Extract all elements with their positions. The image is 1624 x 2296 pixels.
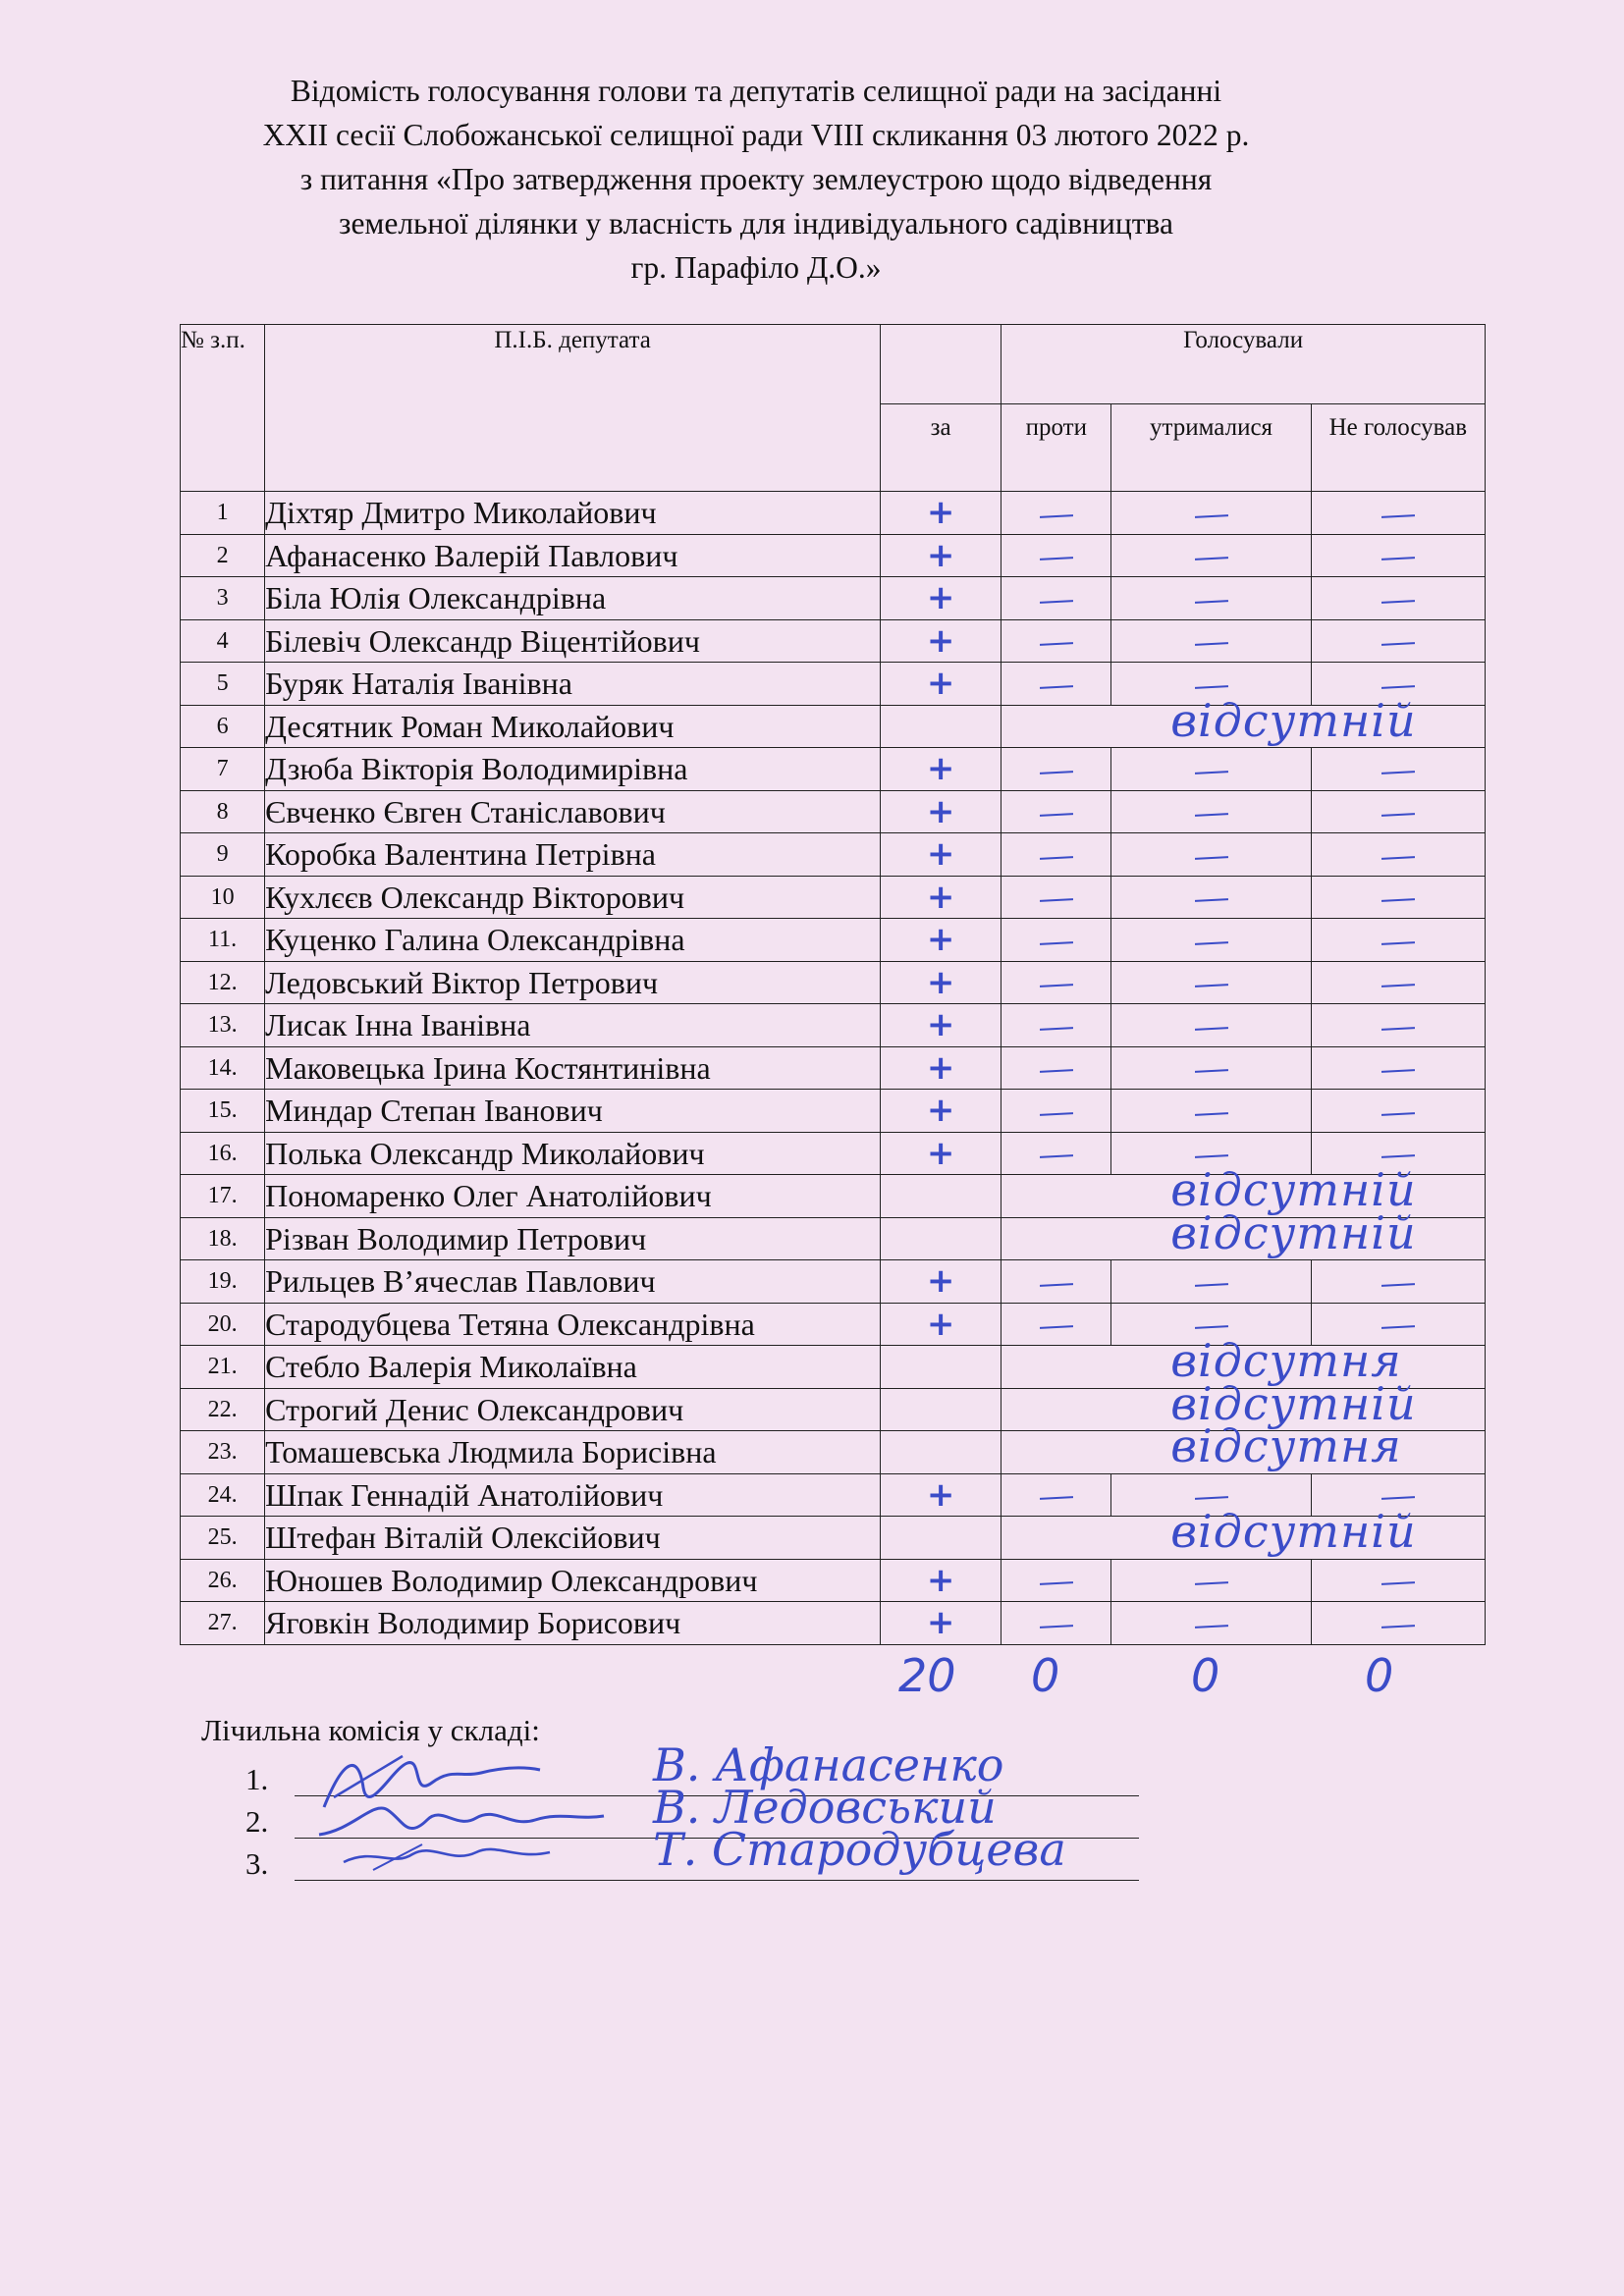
vote-cell-proty <box>1001 1303 1111 1346</box>
table-row <box>181 619 1486 663</box>
vote-cell-utrymalysia <box>1111 619 1311 663</box>
vote-mark-dash <box>1040 984 1073 988</box>
vote-mark-dash <box>1040 557 1073 561</box>
document-title <box>147 69 1365 290</box>
table-row <box>181 1602 1486 1645</box>
vote-mark-dash <box>1194 557 1227 561</box>
vote-mark-dash <box>1040 771 1073 774</box>
absent-cell <box>1001 1419 1486 1474</box>
row-number: 3 <box>181 577 265 620</box>
deputy-name: Рильцев В’ячеслав Павлович <box>265 1260 881 1304</box>
vote-mark-dash <box>1194 813 1227 817</box>
total-utrymalysia: 0 <box>1191 1649 1220 1702</box>
table-row <box>181 534 1486 577</box>
vote-cell-proty <box>1001 961 1111 1004</box>
vote-cell-utrymalysia <box>1111 833 1311 877</box>
vote-cell-ne-holosuvav <box>1311 1090 1485 1133</box>
vote-cell-utrymalysia <box>1111 919 1311 962</box>
row-number: 12. <box>181 961 265 1004</box>
vote-cell-utrymalysia <box>1111 790 1311 833</box>
member-number: 2. <box>245 1804 269 1839</box>
deputy-name: Лисак Інна Іванівна <box>265 1004 881 1047</box>
title-line-5: гр. Парафіло Д.О.» <box>630 250 882 285</box>
vote-mark-dash <box>1381 685 1415 689</box>
row-number: 22. <box>181 1388 265 1431</box>
vote-cell-za <box>881 1346 1001 1389</box>
vote-cell-ne-holosuvav <box>1311 1602 1485 1645</box>
deputy-name: Маковецька Ірина Костянтинівна <box>265 1046 881 1090</box>
total-za: 20 <box>898 1649 956 1702</box>
deputy-name: Діхтяр Дмитро Миколайович <box>265 492 881 535</box>
voting-table <box>180 324 1486 1645</box>
deputy-name: Юношев Володимир Олександрович <box>265 1559 881 1602</box>
vote-mark-dash <box>1040 856 1073 860</box>
deputy-name: Євченко Євген Станіславович <box>265 790 881 833</box>
absent-cell <box>1001 1205 1486 1260</box>
vote-mark-dash <box>1040 1496 1073 1500</box>
row-number: 6 <box>181 705 265 748</box>
table-row <box>181 1559 1486 1602</box>
vote-cell-utrymalysia <box>1111 1090 1311 1133</box>
table-row <box>181 1431 1486 1474</box>
vote-mark-plus: + <box>926 664 955 704</box>
deputy-name: Афанасенко Валерій Павлович <box>265 534 881 577</box>
vote-cell-za <box>881 919 1001 962</box>
vote-mark-plus: + <box>926 578 955 618</box>
table-row <box>181 919 1486 962</box>
vote-mark-plus: + <box>926 749 955 789</box>
header-name: П.І.Б. депутата <box>265 325 881 492</box>
vote-cell-utrymalysia <box>1111 1046 1311 1090</box>
vote-cell-za <box>881 1559 1001 1602</box>
vote-mark-dash <box>1194 984 1227 988</box>
vote-mark-dash <box>1040 1154 1073 1158</box>
table-row <box>181 790 1486 833</box>
vote-mark-dash <box>1194 642 1227 646</box>
vote-mark-dash <box>1381 856 1415 860</box>
vote-mark-dash <box>1194 600 1227 604</box>
vote-mark-plus: + <box>926 620 955 661</box>
vote-mark-dash <box>1194 771 1227 774</box>
deputy-name: Томашевська Людмила Борисівна <box>265 1431 881 1474</box>
vote-mark-dash <box>1040 600 1073 604</box>
absent-cell <box>1001 693 1486 748</box>
deputy-name: Стародубцева Тетяна Олександрівна <box>265 1303 881 1346</box>
vote-cell-utrymalysia <box>1111 1602 1311 1645</box>
row-number: 13. <box>181 1004 265 1047</box>
vote-cell-ne-holosuvav <box>1311 876 1485 919</box>
absent-note: відсутній <box>1170 1505 1417 1558</box>
vote-mark-dash <box>1040 1027 1073 1031</box>
vote-mark-dash <box>1040 1625 1073 1629</box>
vote-mark-dash <box>1040 813 1073 817</box>
vote-mark-dash <box>1381 1283 1415 1287</box>
vote-cell-ne-holosuvav <box>1311 961 1485 1004</box>
vote-cell-za <box>881 705 1001 748</box>
deputy-name: Різван Володимир Петрович <box>265 1217 881 1260</box>
vote-cell-za <box>881 876 1001 919</box>
header-voted: Голосували <box>1001 325 1486 404</box>
vote-cell-proty <box>1001 1046 1111 1090</box>
deputy-name: Коробка Валентина Петрівна <box>265 833 881 877</box>
vote-mark-dash <box>1381 1325 1415 1329</box>
row-number: 23. <box>181 1431 265 1474</box>
vote-cell-za <box>881 1431 1001 1474</box>
vote-mark-dash <box>1194 1625 1227 1629</box>
vote-mark-plus: + <box>926 1603 955 1643</box>
vote-mark-dash <box>1040 1283 1073 1287</box>
vote-mark-plus: + <box>926 877 955 917</box>
vote-mark-dash <box>1040 898 1073 902</box>
deputy-name: Буряк Наталія Іванівна <box>265 663 881 706</box>
title-line-1: Відомість голосування голови та депутатів селищної ради на засіданні <box>290 74 1222 108</box>
vote-cell-za <box>881 663 1001 706</box>
table-row <box>181 1517 1486 1560</box>
vote-mark-plus: + <box>926 1091 955 1131</box>
member-name: Т. Стародубцева <box>653 1823 1066 1876</box>
deputy-name: Миндар Степан Іванович <box>265 1090 881 1133</box>
vote-mark-dash <box>1194 856 1227 860</box>
signature-scrawl-icon <box>314 1833 569 1882</box>
deputy-name: Строгий Денис Олександрович <box>265 1388 881 1431</box>
table-row <box>181 1090 1486 1133</box>
vote-cell-za <box>881 534 1001 577</box>
vote-mark-dash <box>1194 1581 1227 1585</box>
vote-mark-plus: + <box>926 920 955 960</box>
vote-mark-dash <box>1040 941 1073 945</box>
vote-cell-proty <box>1001 1473 1111 1517</box>
header-proty: проти <box>1001 404 1111 492</box>
row-number: 24. <box>181 1473 265 1517</box>
row-number: 11. <box>181 919 265 962</box>
vote-mark-plus: + <box>926 1261 955 1302</box>
vote-cell-za <box>881 1303 1001 1346</box>
vote-cell-proty <box>1001 492 1111 535</box>
title-line-2: XXII сесії Слобожанської селищної ради VIII скликання 03 лютого 2022 р. <box>262 118 1250 152</box>
vote-mark-dash <box>1194 1027 1227 1031</box>
vote-cell-utrymalysia <box>1111 748 1311 791</box>
row-number: 9 <box>181 833 265 877</box>
table-row <box>181 577 1486 620</box>
vote-cell-proty <box>1001 534 1111 577</box>
vote-cell-za <box>881 619 1001 663</box>
row-number: 14. <box>181 1046 265 1090</box>
row-number: 26. <box>181 1559 265 1602</box>
row-number: 17. <box>181 1175 265 1218</box>
commission-label: Лічильна комісія у складі: <box>201 1713 540 1747</box>
deputy-name: Десятник Роман Миколайович <box>265 705 881 748</box>
vote-cell-utrymalysia <box>1111 876 1311 919</box>
vote-mark-dash <box>1381 771 1415 774</box>
vote-cell-ne-holosuvav <box>1311 1004 1485 1047</box>
row-number: 8 <box>181 790 265 833</box>
table-row <box>181 833 1486 877</box>
vote-cell-ne-holosuvav <box>1311 577 1485 620</box>
deputy-name: Дзюба Вікторія Володимирівна <box>265 748 881 791</box>
header-num: № з.п. <box>181 325 265 492</box>
member-name: В. Афанасенко <box>653 1738 1004 1791</box>
vote-cell-proty <box>1001 790 1111 833</box>
vote-cell-proty <box>1001 577 1111 620</box>
vote-cell-za <box>881 961 1001 1004</box>
vote-cell-ne-holosuvav <box>1311 492 1485 535</box>
table-row <box>181 1004 1486 1047</box>
vote-mark-dash <box>1381 514 1415 518</box>
deputy-name: Штефан Віталій Олексійович <box>265 1517 881 1560</box>
absent-note: відсутня <box>1170 1334 1402 1387</box>
vote-mark-dash <box>1040 1112 1073 1116</box>
deputy-name: Шпак Геннадій Анатолійович <box>265 1473 881 1517</box>
vote-cell-proty <box>1001 1090 1111 1133</box>
total-proty: 0 <box>1031 1649 1060 1702</box>
vote-cell-ne-holosuvav <box>1311 1559 1485 1602</box>
vote-cell-za <box>881 1260 1001 1304</box>
absent-note: відсутній <box>1170 693 1417 747</box>
row-number: 21. <box>181 1346 265 1389</box>
vote-mark-plus: + <box>926 1560 955 1600</box>
vote-mark-dash <box>1194 685 1227 689</box>
vote-mark-dash <box>1040 1581 1073 1585</box>
vote-mark-dash <box>1381 600 1415 604</box>
vote-cell-za <box>881 748 1001 791</box>
vote-cell-proty <box>1001 748 1111 791</box>
vote-mark-plus: + <box>926 1005 955 1045</box>
vote-cell-za <box>881 577 1001 620</box>
deputy-name: Полька Олександр Миколайович <box>265 1132 881 1175</box>
vote-mark-dash <box>1194 514 1227 518</box>
vote-mark-dash <box>1040 685 1073 689</box>
vote-cell-utrymalysia <box>1111 492 1311 535</box>
vote-mark-dash <box>1381 557 1415 561</box>
vote-mark-plus: + <box>926 1047 955 1088</box>
absent-note: відсутній <box>1170 1163 1417 1216</box>
vote-cell-ne-holosuvav <box>1311 833 1485 877</box>
vote-cell-proty <box>1001 1602 1111 1645</box>
vote-cell-utrymalysia <box>1111 1004 1311 1047</box>
row-number: 2 <box>181 534 265 577</box>
vote-mark-dash <box>1381 1581 1415 1585</box>
vote-cell-utrymalysia <box>1111 1260 1311 1304</box>
deputy-name: Куценко Галина Олександрівна <box>265 919 881 962</box>
vote-cell-ne-holosuvav <box>1311 790 1485 833</box>
vote-cell-ne-holosuvav <box>1311 919 1485 962</box>
header-empty <box>881 325 1001 404</box>
vote-cell-utrymalysia <box>1111 1559 1311 1602</box>
vote-mark-dash <box>1040 642 1073 646</box>
table-row <box>181 492 1486 535</box>
vote-cell-za <box>881 1517 1001 1560</box>
vote-mark-dash <box>1381 1069 1415 1073</box>
deputy-name: Біла Юлія Олександрівна <box>265 577 881 620</box>
vote-mark-dash <box>1381 1154 1415 1158</box>
vote-mark-dash <box>1194 1496 1227 1500</box>
vote-mark-dash <box>1194 898 1227 902</box>
vote-cell-proty <box>1001 876 1111 919</box>
vote-mark-dash <box>1040 1069 1073 1073</box>
vote-cell-ne-holosuvav <box>1311 748 1485 791</box>
vote-cell-utrymalysia <box>1111 534 1311 577</box>
vote-cell-za <box>881 1388 1001 1431</box>
vote-mark-dash <box>1381 1496 1415 1500</box>
title-line-4: земельної ділянки у власність для індивідуального садівництва <box>339 206 1173 240</box>
vote-cell-proty <box>1001 833 1111 877</box>
vote-cell-proty <box>1001 1260 1111 1304</box>
vote-cell-proty <box>1001 919 1111 962</box>
row-number: 19. <box>181 1260 265 1304</box>
member-number: 1. <box>245 1762 269 1796</box>
vote-mark-dash <box>1194 1325 1227 1329</box>
vote-cell-za <box>881 1090 1001 1133</box>
vote-cell-ne-holosuvav <box>1311 619 1485 663</box>
vote-mark-dash <box>1194 1069 1227 1073</box>
row-number: 4 <box>181 619 265 663</box>
table-body <box>181 492 1486 1645</box>
vote-cell-ne-holosuvav <box>1311 1260 1485 1304</box>
vote-mark-plus: + <box>926 493 955 533</box>
vote-mark-plus: + <box>926 962 955 1002</box>
row-number: 25. <box>181 1517 265 1560</box>
vote-mark-dash <box>1040 1325 1073 1329</box>
vote-cell-proty <box>1001 1132 1111 1175</box>
deputy-name: Яговкін Володимир Борисович <box>265 1602 881 1645</box>
deputy-name: Стебло Валерія Миколаївна <box>265 1346 881 1389</box>
header-ne-holosuvav: Не голосував <box>1311 404 1485 492</box>
header-utrymalysia: утрималися <box>1111 404 1311 492</box>
vote-cell-za <box>881 1473 1001 1517</box>
table-row <box>181 1046 1486 1090</box>
vote-mark-plus: + <box>926 535 955 575</box>
vote-cell-proty <box>1001 663 1111 706</box>
vote-cell-za <box>881 1132 1001 1175</box>
row-number: 20. <box>181 1303 265 1346</box>
vote-mark-dash <box>1381 898 1415 902</box>
vote-mark-dash <box>1194 941 1227 945</box>
row-number: 7 <box>181 748 265 791</box>
table-row <box>181 748 1486 791</box>
vote-cell-proty <box>1001 619 1111 663</box>
vote-mark-dash <box>1381 1625 1415 1629</box>
vote-mark-dash <box>1381 984 1415 988</box>
vote-mark-dash <box>1040 514 1073 518</box>
row-number: 16. <box>181 1132 265 1175</box>
vote-mark-dash <box>1194 1112 1227 1116</box>
row-number: 10 <box>181 876 265 919</box>
deputy-name: Кухлєєв Олександр Вікторович <box>265 876 881 919</box>
table-row <box>181 876 1486 919</box>
vote-mark-plus: + <box>926 834 955 875</box>
table-row <box>181 1217 1486 1260</box>
vote-cell-proty <box>1001 1004 1111 1047</box>
vote-cell-za <box>881 833 1001 877</box>
vote-cell-za <box>881 1602 1001 1645</box>
vote-cell-utrymalysia <box>1111 577 1311 620</box>
vote-cell-za <box>881 1046 1001 1090</box>
deputy-name: Білевіч Олександр Віцентійович <box>265 619 881 663</box>
vote-totals <box>0 1649 1624 1708</box>
vote-cell-ne-holosuvav <box>1311 534 1485 577</box>
vote-cell-za <box>881 492 1001 535</box>
deputy-name: Ледовський Віктор Петрович <box>265 961 881 1004</box>
row-number: 27. <box>181 1602 265 1645</box>
row-number: 18. <box>181 1217 265 1260</box>
absent-note: відсутня <box>1170 1419 1402 1472</box>
vote-mark-plus: + <box>926 791 955 831</box>
vote-cell-za <box>881 1217 1001 1260</box>
vote-mark-dash <box>1194 1154 1227 1158</box>
row-number: 1 <box>181 492 265 535</box>
vote-cell-za <box>881 1175 1001 1218</box>
table-row <box>181 1260 1486 1304</box>
member-number: 3. <box>245 1846 269 1881</box>
row-number: 15. <box>181 1090 265 1133</box>
total-ne-holosuvav: 0 <box>1365 1649 1394 1702</box>
title-line-3: з питання «Про затвердження проекту землеустрою щодо відведення <box>299 162 1213 196</box>
row-number: 5 <box>181 663 265 706</box>
member-name: В. Ледовський <box>653 1781 997 1834</box>
vote-cell-proty <box>1001 1559 1111 1602</box>
vote-mark-dash <box>1381 941 1415 945</box>
vote-cell-ne-holosuvav <box>1311 1046 1485 1090</box>
absent-note: відсутній <box>1170 1205 1417 1259</box>
vote-mark-plus: + <box>926 1474 955 1515</box>
vote-mark-plus: + <box>926 1133 955 1173</box>
vote-mark-dash <box>1381 1112 1415 1116</box>
absent-note: відсутній <box>1170 1376 1417 1430</box>
vote-cell-utrymalysia <box>1111 961 1311 1004</box>
table-row <box>181 705 1486 748</box>
vote-mark-dash <box>1381 642 1415 646</box>
vote-mark-dash <box>1381 1027 1415 1031</box>
deputy-name: Пономаренко Олег Анатолійович <box>265 1175 881 1218</box>
vote-mark-dash <box>1194 1283 1227 1287</box>
absent-cell <box>1001 1505 1486 1560</box>
vote-cell-za <box>881 790 1001 833</box>
vote-mark-dash <box>1381 813 1415 817</box>
vote-mark-plus: + <box>926 1304 955 1344</box>
vote-cell-za <box>881 1004 1001 1047</box>
header-za: за <box>881 404 1001 492</box>
table-row <box>181 961 1486 1004</box>
